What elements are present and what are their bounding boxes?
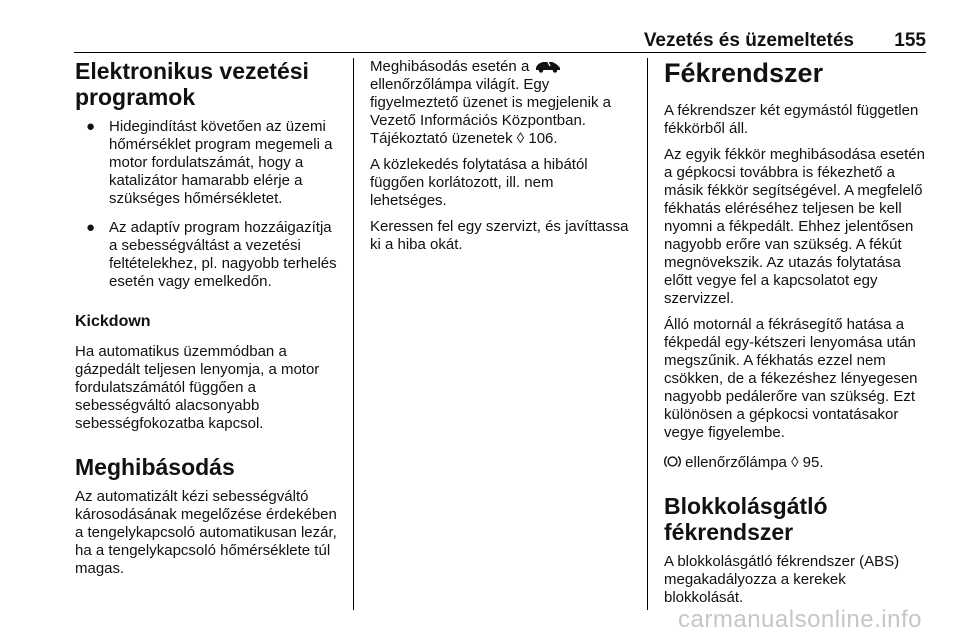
page-header — [74, 24, 926, 50]
brake-warning-icon — [664, 454, 681, 469]
list-item-text: Az adaptív program hozzáigazítja a sebességváltást a vezetési feltételekhez, pl. nagyobb terhelés esetén vagy emelkedőn. — [109, 219, 337, 290]
page-number: 155 — [894, 30, 926, 51]
bullet-icon: ● — [86, 118, 96, 135]
header-divider — [74, 52, 926, 53]
fault-lamp-text-b: ellenőrzőlámpa világít. Egy figyelmeztető üzenet is megjelenik a Vezető Információs Központban. Tájékoztató üzenetek — [370, 76, 611, 147]
fault-text: Az automatizált kézi sebességváltó károsodásának megelőzése érdekében a tengelykapcsoló automatikusan lezár, ha a tengelykapcsoló hőmérséklete túl magas. — [75, 488, 337, 577]
service-text: Keressen fel egy szervizt, és javíttassa ki a hiba okát. — [370, 218, 629, 253]
brake-lamp-text: ellenőrzőlámpa — [685, 454, 787, 471]
brake-lamp-paragraph — [664, 454, 926, 472]
brake-intro: A fékrendszer két egymástól független fékkörből áll. — [664, 102, 919, 137]
list-item — [75, 219, 343, 291]
watermark: carmanualsonline.info — [678, 606, 922, 633]
reference-icon: ◊ — [516, 130, 525, 147]
fault-lamp-ref[interactable]: 106. — [528, 130, 558, 147]
bullet-icon: ● — [86, 219, 96, 236]
brake-lamp-ref[interactable]: 95. — [802, 454, 824, 471]
bullet-list — [75, 118, 343, 291]
list-item-text: Hidegindítást követően az üzemi hőmérséklet program megemeli a motor fordulatszámát, hogy a katalizátor hamarabb elérje a szükséges hőmérsékletet. — [109, 118, 333, 207]
continue-driving-text: A közlekedés folytatása a hibától függően korlátozott, ill. nem lehetséges. — [370, 156, 588, 209]
heading-fault: Meghibásodás — [75, 454, 235, 480]
heading-kickdown: Kickdown — [75, 313, 151, 330]
column-3 — [664, 58, 926, 607]
column-divider-1 — [353, 58, 354, 610]
abs-text: A blokkolásgátló fékrendszer (ABS) megakadályozza a kerekek blokkolását. — [664, 553, 900, 606]
fault-lamp-text-a: Meghibásodás esetén a — [370, 58, 530, 75]
brake-booster-text: Álló motornál a fékrásegítő hatása a fékpedál egy-kétszeri lenyomása után megszűnik. A fékhatás ezzel nem csökken, de a fékezéshez lényegesen nagyobb pedálerőre van szükség. Ezt különösen a gépkocsi vontatásakor vegye figyelembe. — [664, 316, 918, 441]
heading-brake-system: Fékrendszer — [664, 58, 824, 88]
heading-electronic-programs: Elektronikus vezetési programok — [75, 58, 309, 110]
car-warning-icon — [533, 59, 563, 73]
list-item — [75, 118, 343, 208]
fault-lamp-paragraph — [370, 58, 634, 148]
kickdown-text: Ha automatikus üzemmódban a gázpedált teljesen lenyomja, a motor fordulatszámától függően a sebességváltó alacsonyabb sebességfokozatba kapcsol. — [75, 343, 320, 432]
heading-abs: Blokkolásgátló fékrendszer — [664, 493, 828, 545]
brake-circuit-text: Az egyik fékkör meghibásodása esetén a gépkocsi továbbra is fékezhető a másik fékkör segítségével. A megfelelő fékhatás eléréséhez teljesen be kell nyomni a fékpedált. Ehhez jelentősen nagyobb erőre van szükség. A fékút megnövekszik. Az utazás folytatása előtt vegye fel a kapcsolatot egy szervizzel. — [664, 146, 925, 307]
column-2 — [370, 58, 634, 254]
page-title: Vezetés és üzemeltetés — [643, 30, 854, 51]
column-divider-2 — [647, 58, 648, 610]
column-1 — [75, 58, 343, 578]
reference-icon: ◊ — [791, 454, 799, 471]
